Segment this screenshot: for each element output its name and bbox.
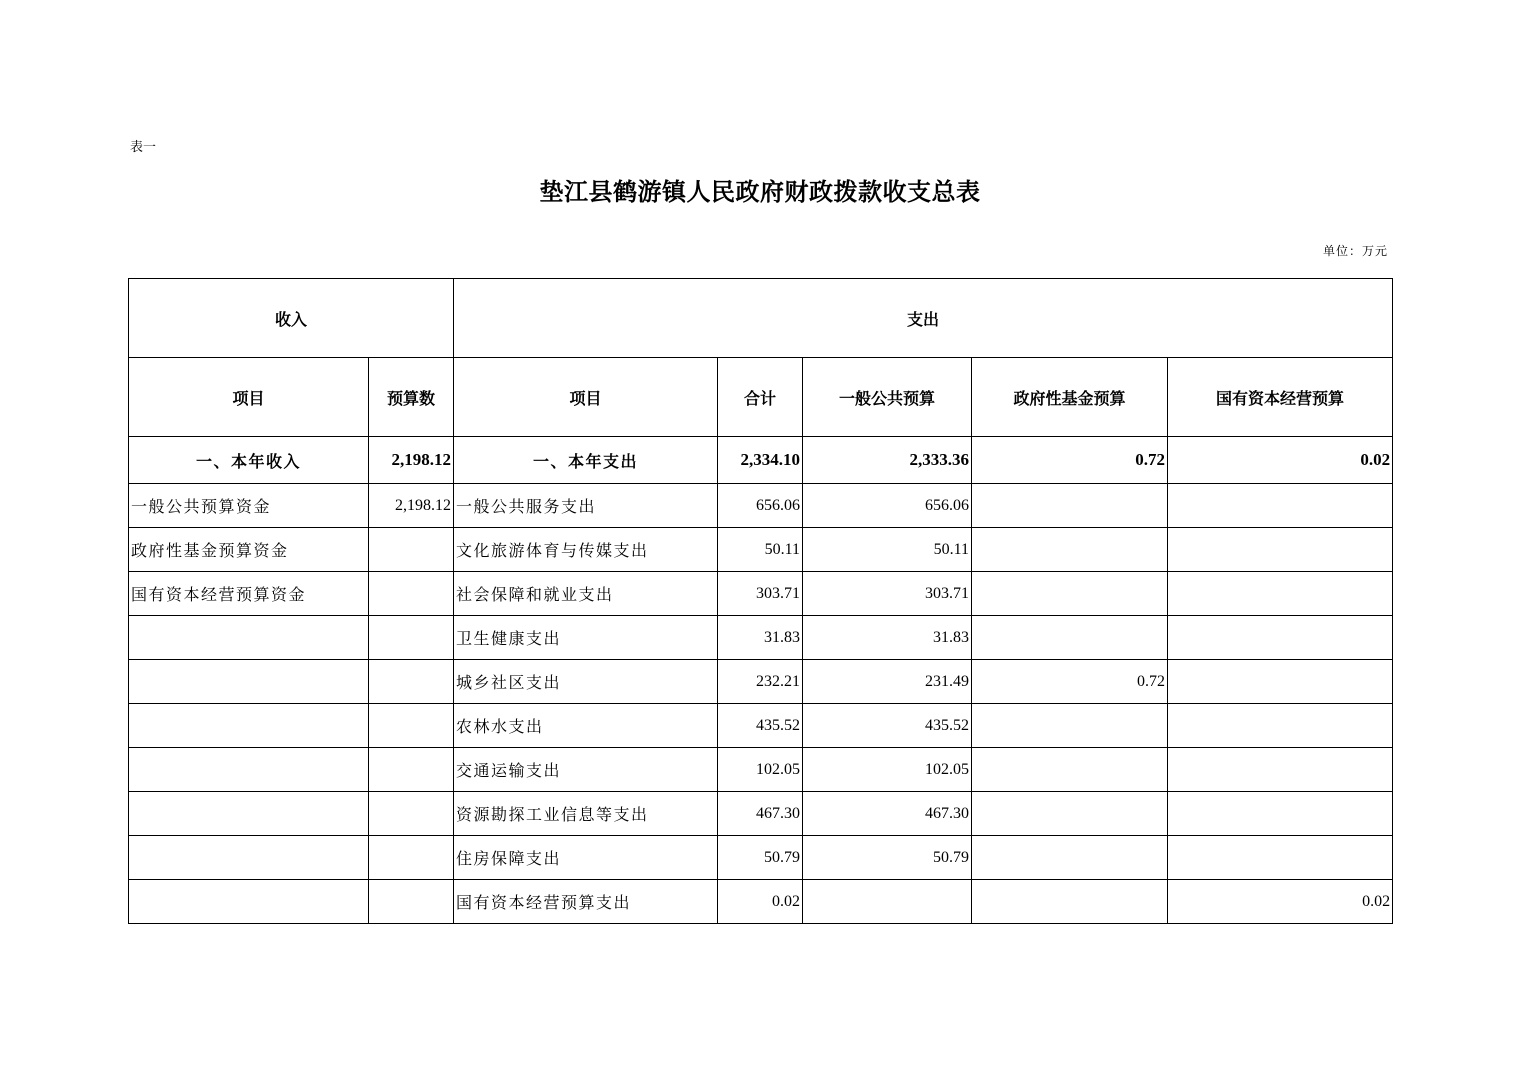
income-item-cell: 一般公共预算资金 [129,484,369,528]
total-cell: 303.71 [718,572,803,616]
total-income-budget: 2,198.12 [369,437,454,484]
total-cell: 50.79 [718,836,803,880]
income-item-cell [129,660,369,704]
state-capital-cell [1168,528,1393,572]
general-cell: 435.52 [803,704,972,748]
gov-fund-cell [972,836,1168,880]
header-row-1 [129,279,1393,358]
expense-item-cell: 农林水支出 [454,704,718,748]
total-state-capital: 0.02 [1168,437,1393,484]
table-row [129,660,1393,704]
income-item-cell [129,836,369,880]
header-state-capital-budget: 国有资本经营预算 [1168,358,1393,437]
header-expense-item: 项目 [454,358,718,437]
gov-fund-cell [972,616,1168,660]
income-budget-cell [369,880,454,924]
unit-label: 单位：万元 [1322,244,1388,258]
state-capital-cell [1168,704,1393,748]
header-income-item: 项目 [129,358,369,437]
total-cell: 50.11 [718,528,803,572]
total-cell: 232.21 [718,660,803,704]
gov-fund-cell: 0.72 [972,660,1168,704]
income-budget-cell [369,528,454,572]
table-row [129,572,1393,616]
income-item-cell [129,748,369,792]
expense-item-cell: 卫生健康支出 [454,616,718,660]
general-cell: 102.05 [803,748,972,792]
table-row [129,616,1393,660]
gov-fund-cell [972,484,1168,528]
income-budget-cell [369,572,454,616]
total-cell: 656.06 [718,484,803,528]
income-budget-cell [369,836,454,880]
gov-fund-cell [972,704,1168,748]
income-budget-cell [369,704,454,748]
general-cell [803,880,972,924]
state-capital-cell [1168,836,1393,880]
general-cell: 231.49 [803,660,972,704]
state-capital-cell [1168,660,1393,704]
general-cell: 303.71 [803,572,972,616]
header-income: 收入 [129,279,454,358]
header-row-2 [129,358,1393,437]
expense-item-cell: 住房保障支出 [454,836,718,880]
state-capital-cell [1168,572,1393,616]
gov-fund-cell [972,792,1168,836]
header-general-budget: 一般公共预算 [803,358,972,437]
gov-fund-cell [972,880,1168,924]
table-row [129,528,1393,572]
table-row [129,748,1393,792]
expense-item-cell: 资源勘探工业信息等支出 [454,792,718,836]
gov-fund-cell [972,572,1168,616]
state-capital-cell [1168,616,1393,660]
total-cell: 0.02 [718,880,803,924]
general-cell: 50.79 [803,836,972,880]
income-budget-cell [369,748,454,792]
page-title: 垫江县鹤游镇人民政府财政拨款收支总表 [539,177,981,206]
state-capital-cell [1168,792,1393,836]
table-row [129,792,1393,836]
table-row [129,880,1393,924]
state-capital-cell: 0.02 [1168,880,1393,924]
expense-item-cell: 交通运输支出 [454,748,718,792]
income-item-cell: 国有资本经营预算资金 [129,572,369,616]
income-budget-cell [369,616,454,660]
total-cell: 435.52 [718,704,803,748]
total-gov-fund: 0.72 [972,437,1168,484]
total-total: 2,334.10 [718,437,803,484]
general-cell: 467.30 [803,792,972,836]
header-gov-fund-budget: 政府性基金预算 [972,358,1168,437]
total-cell: 467.30 [718,792,803,836]
table-label: 表一 [130,140,157,155]
state-capital-cell [1168,748,1393,792]
state-capital-cell [1168,484,1393,528]
total-cell: 31.83 [718,616,803,660]
header-expense: 支出 [454,279,1393,358]
income-item-cell [129,704,369,748]
income-budget-cell [369,660,454,704]
income-budget-cell [369,792,454,836]
general-cell: 50.11 [803,528,972,572]
total-income-item: 一、本年收入 [129,437,369,484]
expense-item-cell: 一般公共服务支出 [454,484,718,528]
gov-fund-cell [972,748,1168,792]
header-total: 合计 [718,358,803,437]
general-cell: 31.83 [803,616,972,660]
table-row [129,704,1393,748]
total-row [129,437,1393,484]
gov-fund-cell [972,528,1168,572]
finance-table [128,278,1393,924]
expense-item-cell: 城乡社区支出 [454,660,718,704]
income-item-cell [129,792,369,836]
table-row [129,484,1393,528]
expense-item-cell: 社会保障和就业支出 [454,572,718,616]
general-cell: 656.06 [803,484,972,528]
income-item-cell [129,880,369,924]
expense-item-cell: 国有资本经营预算支出 [454,880,718,924]
total-general: 2,333.36 [803,437,972,484]
table-row [129,836,1393,880]
expense-item-cell: 文化旅游体育与传媒支出 [454,528,718,572]
income-budget-cell: 2,198.12 [369,484,454,528]
total-expense-item: 一、本年支出 [454,437,718,484]
total-cell: 102.05 [718,748,803,792]
header-income-budget: 预算数 [369,358,454,437]
income-item-cell: 政府性基金预算资金 [129,528,369,572]
income-item-cell [129,616,369,660]
